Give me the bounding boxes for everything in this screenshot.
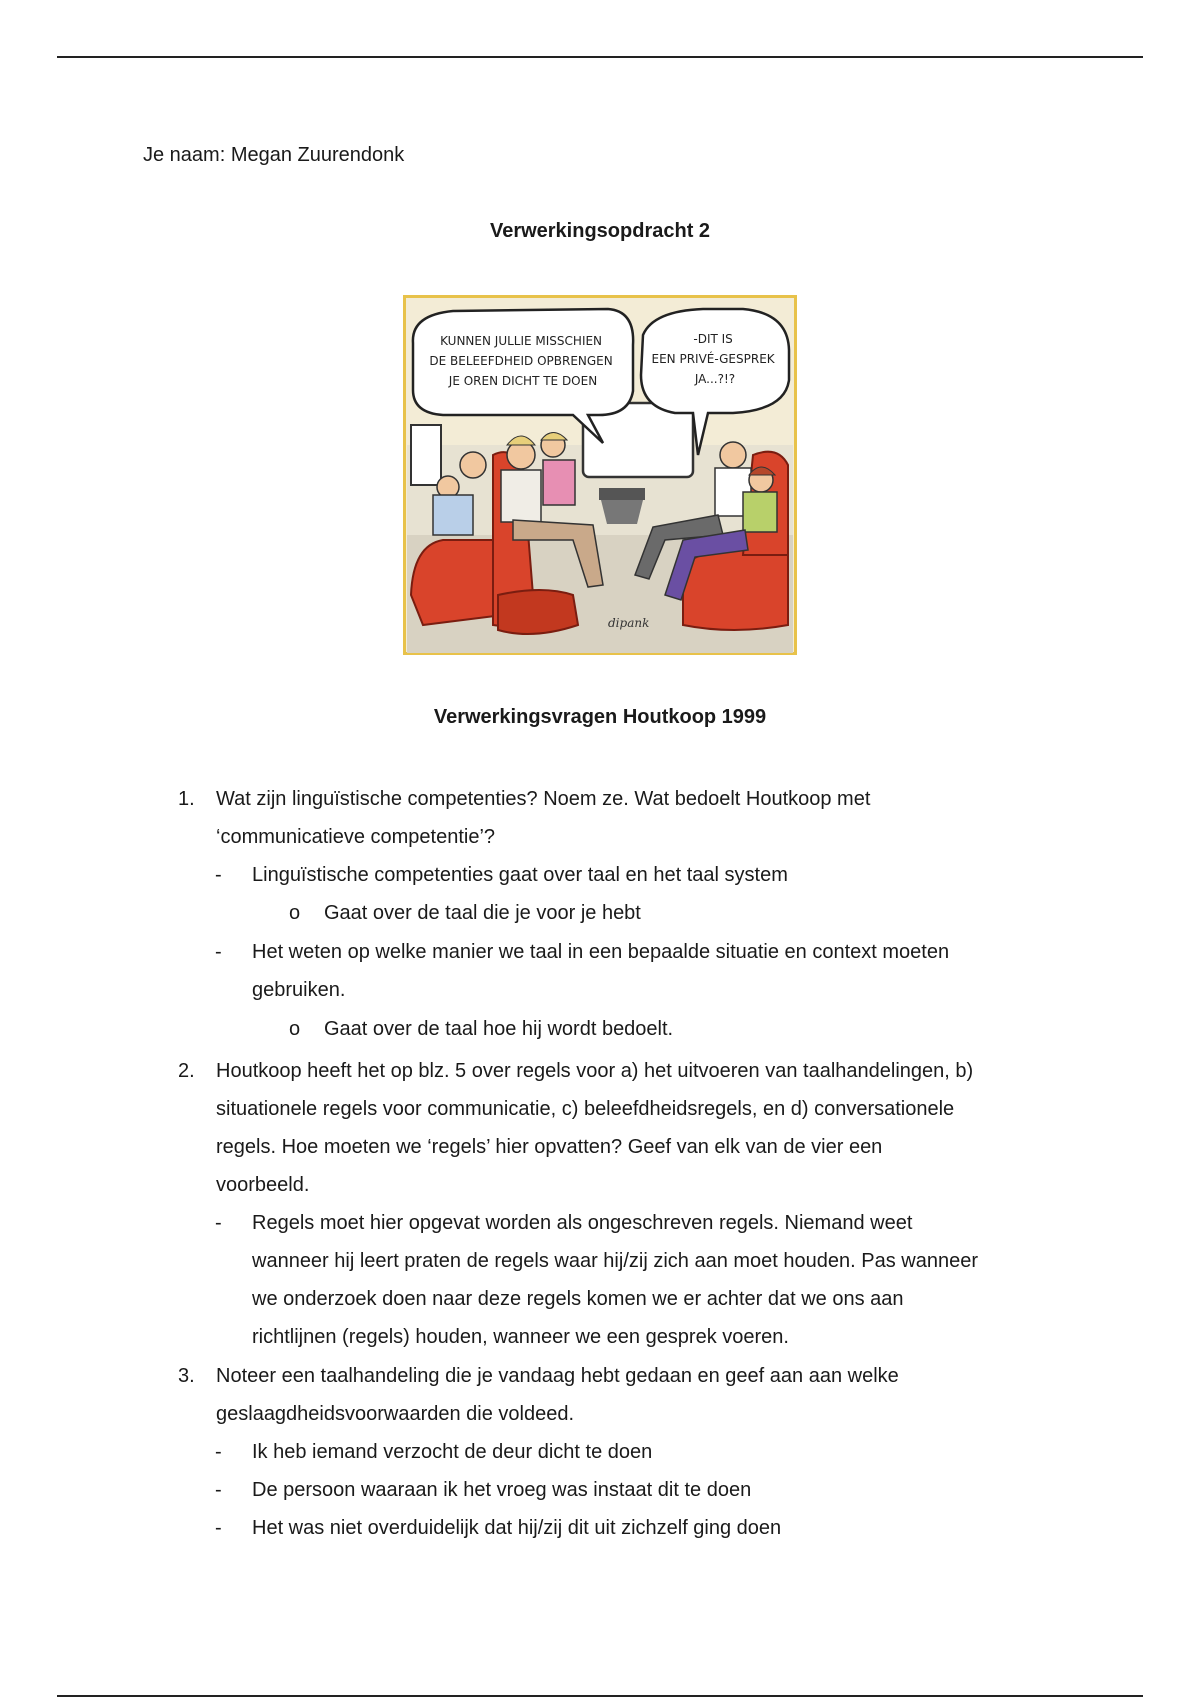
question-text: regels. Hoe moeten we ‘regels’ hier opvatten? Geef van elk van de vier een bbox=[216, 1136, 883, 1158]
student-name: Je naam: Megan Zuurendonk bbox=[143, 144, 405, 166]
answer-text: Linguïstische competenties gaat over taal en het taal system bbox=[252, 864, 788, 886]
bubble-right-line-3: JA...?!? bbox=[694, 372, 736, 386]
question-number: 3. bbox=[178, 1365, 195, 1387]
question-number: 2. bbox=[178, 1060, 195, 1082]
sub-bullet: o bbox=[289, 1018, 301, 1040]
answer-bullet: - bbox=[215, 941, 222, 963]
answer-bullet: - bbox=[215, 1212, 222, 1234]
question-text: Wat zijn linguïstische competenties? Noem ze. Wat bedoelt Houtkoop met bbox=[216, 788, 871, 810]
answer-bullet: - bbox=[215, 864, 222, 886]
answer-text: Ik heb iemand verzocht de deur dicht te doen bbox=[252, 1441, 653, 1463]
cartoon-signature: dipank bbox=[608, 616, 650, 630]
sub-answer-text: Gaat over de taal hoe hij wordt bedoelt. bbox=[324, 1018, 674, 1040]
answer-text: we onderzoek doen naar deze regels komen we er achter dat we ons aan bbox=[252, 1288, 904, 1310]
bubble-right-line-2: EEN PRIVÉ-GESPREK bbox=[651, 352, 775, 366]
question-text: voorbeeld. bbox=[216, 1174, 310, 1196]
footer-rule bbox=[57, 1695, 1143, 1697]
question-text: situationele regels voor communicatie, c) beleefdheidsregels, en d) conversationele bbox=[216, 1098, 955, 1120]
answer-text: Regels moet hier opgevat worden als ongeschreven regels. Niemand weet bbox=[252, 1212, 913, 1234]
questions-heading: Verwerkingsvragen Houtkoop 1999 bbox=[433, 706, 767, 728]
bubble-left-line-2: DE BELEEFDHEID OPBRENGEN bbox=[429, 354, 613, 368]
sub-answer-text: Gaat over de taal die je voor je hebt bbox=[324, 902, 641, 924]
question-text: geslaagdheidsvoorwaarden die voldeed. bbox=[216, 1403, 575, 1425]
answer-bullet: - bbox=[215, 1517, 222, 1539]
bubble-left-line-3: JE OREN DICHT TE DOEN bbox=[448, 374, 598, 388]
document-title: Verwerkingsopdracht 2 bbox=[489, 220, 711, 242]
answer-text: De persoon waaraan ik het vroeg was instaat dit te doen bbox=[252, 1479, 752, 1501]
bubble-right-line-1: -DIT IS bbox=[693, 332, 733, 346]
answer-text: Het was niet overduidelijk dat hij/zij dit uit zichzelf ging doen bbox=[252, 1517, 782, 1539]
sub-bullet: o bbox=[289, 902, 301, 924]
answer-text: Het weten op welke manier we taal in een bepaalde situatie en context moeten bbox=[252, 941, 950, 963]
answer-text: richtlijnen (regels) houden, wanneer we een gesprek voeren. bbox=[252, 1326, 789, 1348]
answer-text: gebruiken. bbox=[252, 979, 346, 1001]
header-rule bbox=[57, 56, 1143, 58]
bubble-left-line-1: KUNNEN JULLIE MISSCHIEN bbox=[440, 334, 603, 348]
question-text: Houtkoop heeft het op blz. 5 over regels voor a) het uitvoeren van taalhandelingen, b) bbox=[216, 1060, 974, 1082]
answer-bullet: - bbox=[215, 1479, 222, 1501]
answer-bullet: - bbox=[215, 1441, 222, 1463]
question-text: Noteer een taalhandeling die je vandaag hebt gedaan en geef aan aan welke bbox=[216, 1365, 899, 1387]
cartoon-image bbox=[403, 295, 797, 655]
svg-text:KUNNEN JULLIE MISSCHIEN DE bbox=[429, 334, 616, 388]
answer-text: wanneer hij leert praten de regels waar hij/zij zich aan moet houden. Pas wanneer bbox=[252, 1250, 978, 1272]
question-text: ‘communicatieve competentie’? bbox=[216, 826, 496, 848]
question-number: 1. bbox=[178, 788, 195, 810]
